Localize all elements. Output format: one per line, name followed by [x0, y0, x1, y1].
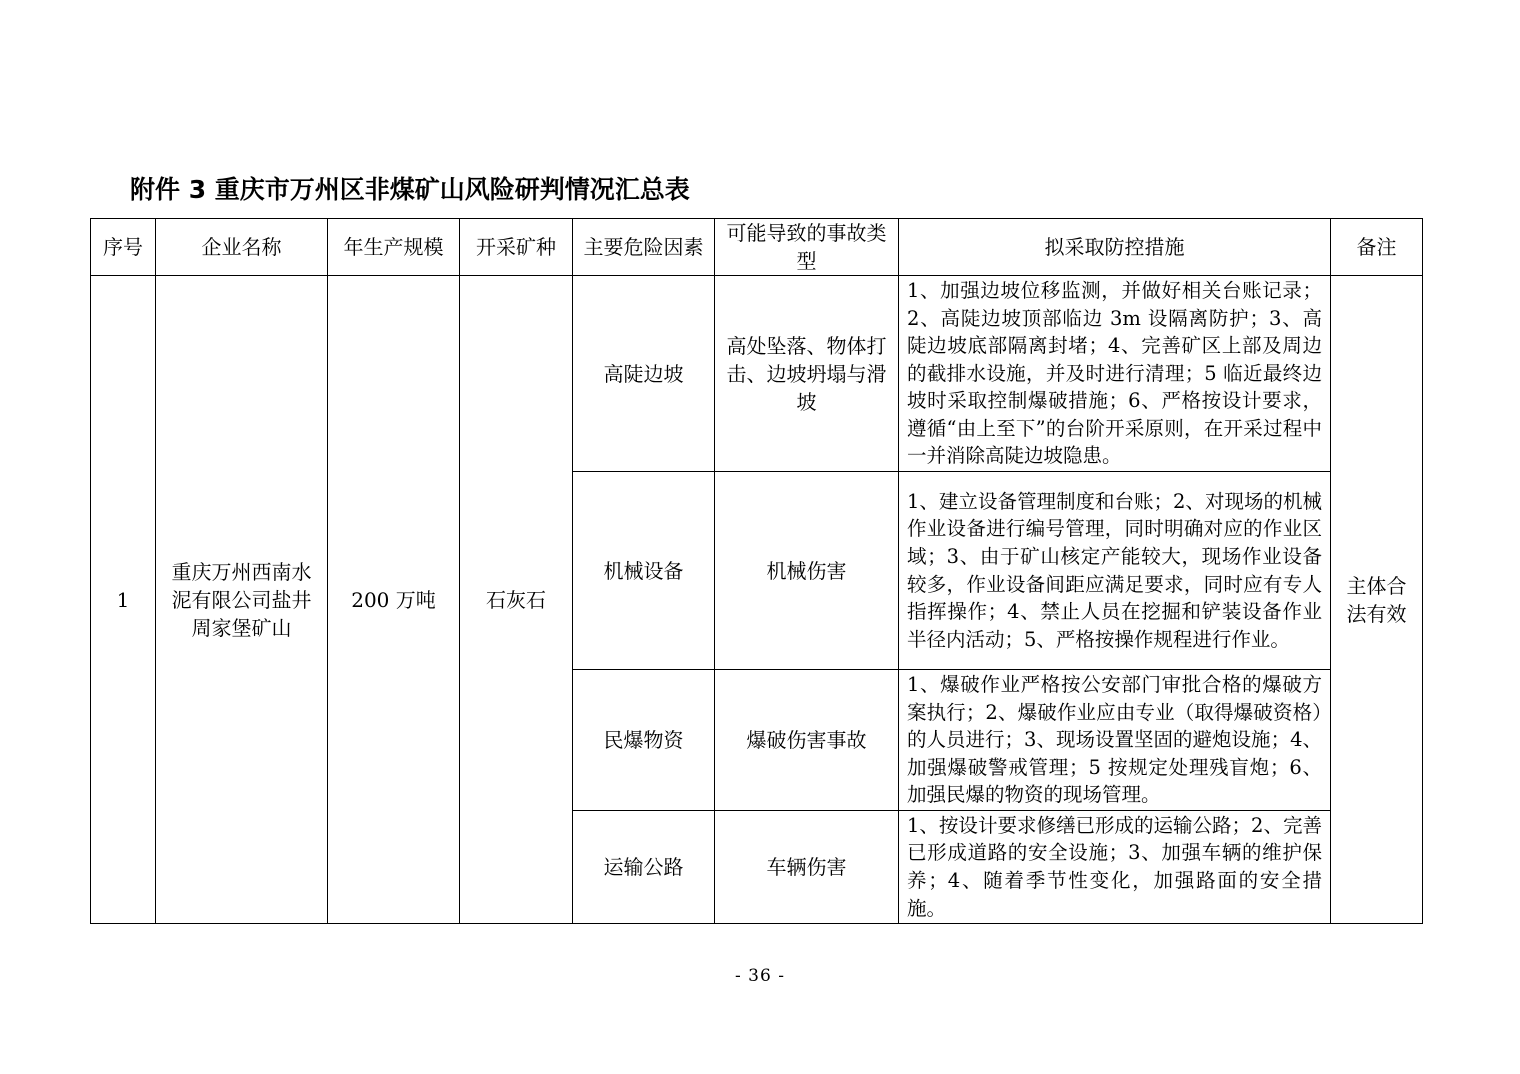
- cell-accident: 车辆伤害: [715, 811, 899, 924]
- header-accident: 可能导致的事故类型: [715, 219, 899, 276]
- cell-measures: 1、建立设备管理制度和台账；2、对现场的机械作业设备进行编号管理，同时明确对应的作业区域；3、由于矿山核定产能较大，现场作业设备较多，作业设备间距应满足要求，同时应有专人指挥操作；4、禁止人员在挖掘和铲装设备作业半径内活动；5、严格按操作规程进行作业。: [899, 472, 1331, 670]
- header-remark: 备注: [1331, 219, 1423, 276]
- header-mineral: 开采矿种: [460, 219, 573, 276]
- table-row: [91, 276, 1423, 472]
- page-title: 附件 3 重庆市万州区非煤矿山风险研判情况汇总表: [130, 175, 690, 204]
- cell-measures: 1、加强边坡位移监测，并做好相关台账记录；2、高陡边坡顶部临边 3m 设隔离防护；3、高陡边坡底部隔离封堵；4、完善矿区上部及周边的截排水设施，并及时进行清理；5 临近最终边坡时采取控制爆破措施；6、严格按设计要求，遵循“由上至下”的台阶开采原则，在开采过程中一并消除高陡边坡隐患。: [899, 276, 1331, 472]
- cell-remark: 主体合法有效: [1331, 276, 1423, 924]
- cell-hazard: 高陡边坡: [573, 276, 715, 472]
- cell-accident: 机械伤害: [715, 472, 899, 670]
- cell-hazard: 民爆物资: [573, 670, 715, 811]
- cell-measures: 1、爆破作业严格按公安部门审批合格的爆破方案执行；2、爆破作业应由专业（取得爆破资格）的人员进行；3、现场设置坚固的避炮设施；4、加强爆破警戒管理；5 按规定处理残盲炮；6、加强民爆的物资的现场管理。: [899, 670, 1331, 811]
- cell-accident: 高处坠落、物体打击、边坡坍塌与滑坡: [715, 276, 899, 472]
- page-number: - 36 -: [735, 966, 785, 986]
- cell-company: 重庆万州西南水泥有限公司盐井周家堡矿山: [156, 276, 328, 924]
- risk-summary-table: [90, 218, 1423, 924]
- header-row: [91, 219, 1423, 276]
- header-hazard: 主要危险因素: [573, 219, 715, 276]
- cell-scale: 200 万吨: [328, 276, 460, 924]
- cell-mineral: 石灰石: [460, 276, 573, 924]
- header-scale: 年生产规模: [328, 219, 460, 276]
- header-seq: 序号: [91, 219, 156, 276]
- cell-seq: 1: [91, 276, 156, 924]
- cell-hazard: 运输公路: [573, 811, 715, 924]
- header-measures: 拟采取防控措施: [899, 219, 1331, 276]
- header-company: 企业名称: [156, 219, 328, 276]
- cell-accident: 爆破伤害事故: [715, 670, 899, 811]
- cell-hazard: 机械设备: [573, 472, 715, 670]
- cell-measures: 1、按设计要求修缮已形成的运输公路；2、完善已形成道路的安全设施；3、加强车辆的维护保养；4、随着季节性变化，加强路面的安全措施。: [899, 811, 1331, 924]
